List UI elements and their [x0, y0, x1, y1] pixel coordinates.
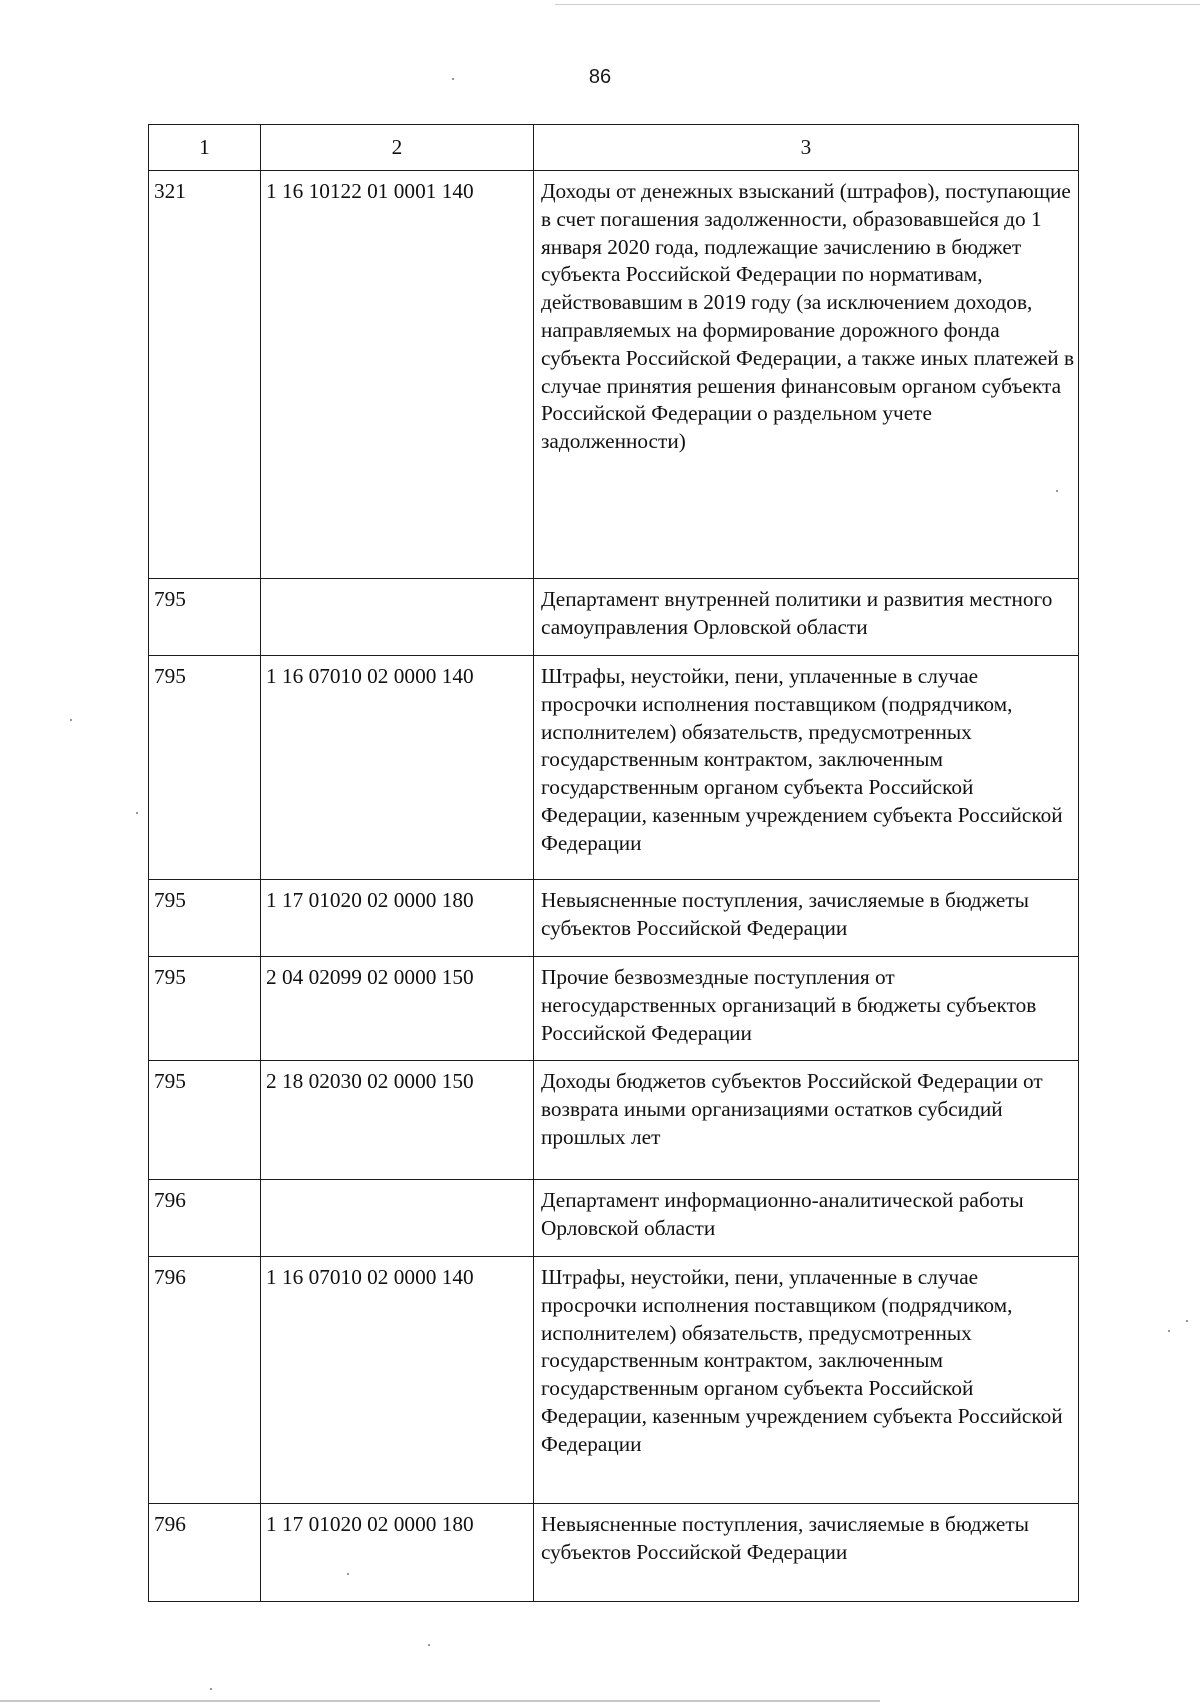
budget-code-cell: 1 16 07010 02 0000 140 — [261, 656, 534, 880]
header-col-1: 1 — [149, 125, 261, 171]
description-cell: Прочие безвозмездные поступления от негосударственных организаций в бюджеты субъектов Российской Федерации — [534, 957, 1079, 1061]
scan-speck — [1056, 490, 1058, 492]
scan-speck — [136, 812, 138, 814]
table-row — [149, 957, 1079, 1061]
scan-speck — [347, 1573, 349, 1575]
description-cell: Невыясненные поступления, зачисляемые в бюджеты субъектов Российской Федерации — [534, 880, 1079, 957]
admin-code-cell: 795 — [149, 880, 261, 957]
table-header-row — [149, 125, 1079, 171]
admin-code-cell: 795 — [149, 1061, 261, 1180]
admin-code-cell: 796 — [149, 1257, 261, 1504]
scan-edge-bottom — [0, 1700, 880, 1702]
scan-speck — [1186, 1320, 1188, 1322]
description-cell: Доходы бюджетов субъектов Российской Федерации от возврата иными организациями остатков субсидий прошлых лет — [534, 1061, 1079, 1180]
description-cell: Департамент информационно-аналитической работы Орловской области — [534, 1180, 1079, 1257]
table-row — [149, 1180, 1079, 1257]
revenue-codes-table — [148, 124, 1079, 1602]
scan-speck — [452, 78, 454, 80]
budget-code-cell: 2 18 02030 02 0000 150 — [261, 1061, 534, 1180]
scan-speck — [428, 1644, 430, 1646]
table-row — [149, 579, 1079, 656]
description-cell: Штрафы, неустойки, пени, уплаченные в случае просрочки исполнения поставщиком (подрядчиком, исполнителем) обязательств, предусмотренных государственным контрактом, заключенным государственным органом субъекта Российской Федерации, казенным учреждением субъекта Российской Федерации — [534, 656, 1079, 880]
budget-code-cell — [261, 579, 534, 656]
budget-code-cell: 1 17 01020 02 0000 180 — [261, 880, 534, 957]
scan-edge-top — [555, 4, 1200, 5]
budget-code-cell — [261, 1180, 534, 1257]
table-row — [149, 880, 1079, 957]
scan-speck — [1168, 1330, 1170, 1332]
table-row — [149, 171, 1079, 579]
header-col-3: 3 — [534, 125, 1079, 171]
description-cell: Департамент внутренней политики и развития местного самоуправления Орловской области — [534, 579, 1079, 656]
table-row — [149, 1504, 1079, 1602]
scan-speck — [210, 1688, 212, 1690]
admin-code-cell: 321 — [149, 171, 261, 579]
header-col-2: 2 — [261, 125, 534, 171]
admin-code-cell: 796 — [149, 1504, 261, 1602]
budget-code-cell: 1 17 01020 02 0000 180 — [261, 1504, 534, 1602]
scan-speck — [70, 719, 72, 721]
table-row — [149, 656, 1079, 880]
admin-code-cell: 796 — [149, 1180, 261, 1257]
admin-code-cell: 795 — [149, 579, 261, 656]
admin-code-cell: 795 — [149, 957, 261, 1061]
admin-code-cell: 795 — [149, 656, 261, 880]
description-cell: Штрафы, неустойки, пени, уплаченные в случае просрочки исполнения поставщиком (подрядчиком, исполнителем) обязательств, предусмотренных государственным контрактом, заключенным государственным органом субъекта Российской Федерации, казенным учреждением субъекта Российской Федерации — [534, 1257, 1079, 1504]
table-row — [149, 1061, 1079, 1180]
budget-code-cell: 1 16 07010 02 0000 140 — [261, 1257, 534, 1504]
page-number: 86 — [588, 66, 612, 88]
budget-code-cell: 2 04 02099 02 0000 150 — [261, 957, 534, 1061]
budget-code-cell: 1 16 10122 01 0001 140 — [261, 171, 534, 579]
description-cell: Доходы от денежных взысканий (штрафов), поступающие в счет погашения задолженности, образовавшейся до 1 января 2020 года, подлежащие зачислению в бюджет субъекта Российской Федерации по нормативам, действовавшим в 2019 году (за исключением доходов, направляемых на формирование дорожного фонда субъекта Российской Федерации, а также иных платежей в случае принятия решения финансовым органом субъекта Российской Федерации о раздельном учете задолженности) — [534, 171, 1079, 579]
table-row — [149, 1257, 1079, 1504]
description-cell: Невыясненные поступления, зачисляемые в бюджеты субъектов Российской Федерации — [534, 1504, 1079, 1602]
